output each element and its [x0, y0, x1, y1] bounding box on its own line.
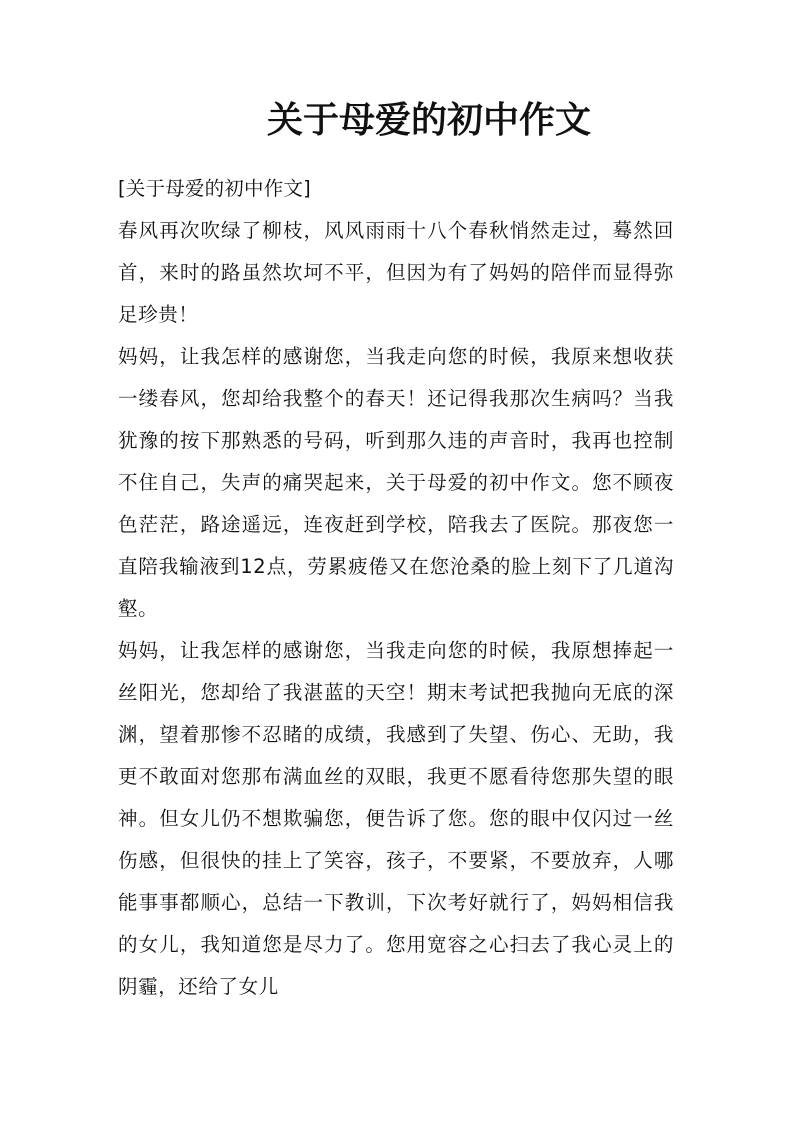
body-paragraph: 春风再次吹绿了柳枝，风风雨雨十八个春秋悄然走过，蓦然回首，来时的路虽然坎坷不平，但因为有了妈妈的陪伴而显得弥足珍贵！ — [118, 219, 674, 326]
document-body — [118, 168, 674, 1008]
body-paragraph: 妈妈，让我怎样的感谢您，当我走向您的时候，我原来想收获一缕春风，您却给我整个的春天！还记得我那次生病吗？当我犹豫的按下那熟悉的号码，听到那久违的声音时，我再也控制不住自己，失声的痛哭起来，关于母爱的初中作文。您不顾夜色茫茫，路途遥远，连夜赶到学校，陪我去了医院。那夜您一直陪我输液到12点，劳累疲倦又在您沧桑的脸上刻下了几道沟壑。 — [118, 345, 674, 620]
body-paragraph: 妈妈，让我怎样的感谢您，当我走向您的时候，我原想捧起一丝阳光，您却给了我湛蓝的天空！期末考试把我抛向无底的深渊，望着那惨不忍睹的成绩，我感到了失望、伤心、无助，我更不敢面对您那布满血丝的双眼，我更不愿看待您那失望的眼神。但女儿仍不想欺骗您，便告诉了您。您的眼中仅闪过一丝伤感，但很快的挂上了笑容，孩子，不要紧，不要放弃，人哪能事事都顺心，总结一下教训，下次考好就行了，妈妈相信我的女儿，我知道您是尽力了。您用宽容之心扫去了我心灵上的阴霾，还给了女儿 — [118, 639, 674, 998]
document-title: 关于母爱的初中作文 — [266, 99, 591, 141]
subtitle-paragraph: [关于母爱的初中作文] — [118, 177, 311, 200]
